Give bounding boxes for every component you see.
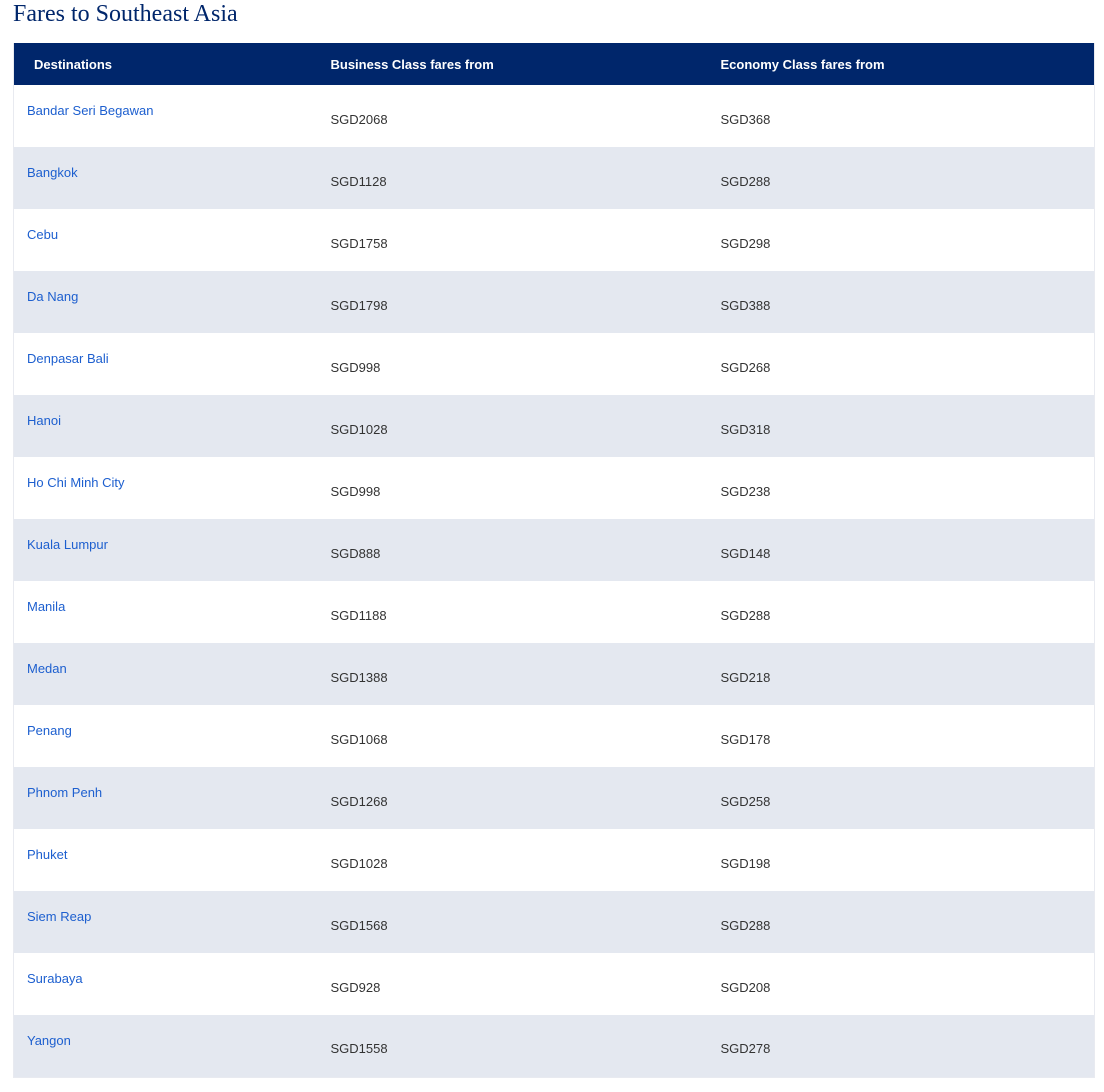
destination-cell: [14, 395, 318, 457]
destination-link[interactable]: Phnom Penh: [27, 785, 103, 800]
destination-link[interactable]: Da Nang: [27, 289, 79, 304]
table-row: [14, 767, 1095, 829]
destination-link[interactable]: Bangkok: [27, 165, 78, 180]
economy-fare-cell: SGD278: [720, 1041, 771, 1057]
destination-link[interactable]: Kuala Lumpur: [27, 537, 108, 552]
table-row: [14, 953, 1095, 1015]
business-fare-cell: SGD1758: [330, 235, 388, 251]
table-row: [14, 395, 1095, 457]
table-row: [14, 1015, 1095, 1077]
destination-link[interactable]: Bandar Seri Begawan: [27, 103, 154, 118]
economy-fare-cell: SGD268: [720, 359, 771, 375]
business-fare-cell: SGD1268: [330, 793, 388, 809]
destination-cell: [14, 705, 318, 767]
table-row: [14, 519, 1095, 581]
economy-fare-cell: SGD218: [720, 669, 771, 685]
table-row: [14, 271, 1095, 333]
destination-link[interactable]: Denpasar Bali: [27, 351, 109, 366]
destination-link[interactable]: Penang: [27, 723, 72, 738]
table-header: [14, 43, 1095, 85]
destination-cell: [14, 767, 318, 829]
destination-link[interactable]: Ho Chi Minh City: [27, 475, 125, 490]
economy-fare-cell: SGD178: [720, 731, 771, 747]
economy-fare-cell: SGD238: [720, 483, 771, 499]
economy-fare-cell: SGD258: [720, 793, 771, 809]
business-fare-cell: SGD1388: [330, 669, 388, 685]
business-fare-cell: SGD1558: [330, 1041, 388, 1057]
destination-cell: [14, 85, 318, 147]
business-fare-cell: SGD928: [330, 979, 381, 995]
header-business-class: Business Class fares from: [330, 56, 494, 72]
page-title: Fares to Southeast Asia: [13, 1, 238, 27]
destination-cell: [14, 457, 318, 519]
economy-fare-cell: SGD148: [720, 545, 771, 561]
table-row: [14, 705, 1095, 767]
business-fare-cell: SGD1128: [330, 173, 387, 189]
destination-link[interactable]: Cebu: [27, 227, 59, 242]
business-fare-cell: SGD1028: [330, 855, 388, 871]
economy-fare-cell: SGD298: [720, 235, 771, 251]
table-row: [14, 643, 1095, 705]
destination-link[interactable]: Phuket: [27, 847, 68, 862]
destination-cell: [14, 581, 318, 643]
header-economy-class: Economy Class fares from: [720, 56, 885, 72]
fares-table: [13, 43, 1095, 1078]
business-fare-cell: SGD888: [330, 545, 381, 561]
economy-fare-cell: SGD208: [720, 979, 771, 995]
economy-fare-cell: SGD388: [720, 297, 771, 313]
table-row: [14, 85, 1095, 147]
destination-cell: [14, 147, 318, 209]
table-row: [14, 891, 1095, 953]
destination-cell: [14, 333, 318, 395]
business-fare-cell: SGD1568: [330, 917, 388, 933]
destination-link[interactable]: Yangon: [27, 1033, 71, 1048]
destination-link[interactable]: Medan: [27, 661, 67, 676]
table-row: [14, 581, 1095, 643]
business-fare-cell: SGD1028: [330, 421, 388, 437]
table-row: [14, 147, 1095, 209]
destination-cell: [14, 953, 318, 1015]
destination-cell: [14, 829, 318, 891]
business-fare-cell: SGD1068: [330, 731, 388, 747]
table-row: [14, 333, 1095, 395]
economy-fare-cell: SGD198: [720, 855, 771, 871]
table-row: [14, 457, 1095, 519]
destination-link[interactable]: Surabaya: [27, 971, 83, 986]
economy-fare-cell: SGD318: [720, 421, 771, 437]
header-destinations: Destinations: [34, 56, 113, 72]
destination-link[interactable]: Manila: [27, 599, 66, 614]
destination-cell: [14, 1015, 318, 1077]
table-body: [14, 85, 1095, 1077]
destination-link[interactable]: Siem Reap: [27, 909, 92, 924]
header-row: [14, 43, 1095, 85]
table-row: [14, 209, 1095, 271]
economy-fare-cell: SGD288: [720, 173, 771, 189]
destination-cell: [14, 209, 318, 271]
destination-link[interactable]: Hanoi: [27, 413, 61, 428]
destination-cell: [14, 271, 318, 333]
economy-fare-cell: SGD368: [720, 111, 771, 127]
destination-cell: [14, 643, 318, 705]
business-fare-cell: SGD1188: [330, 607, 387, 623]
economy-fare-cell: SGD288: [720, 917, 771, 933]
business-fare-cell: SGD1798: [330, 297, 388, 313]
table-row: [14, 829, 1095, 891]
destination-cell: [14, 519, 318, 581]
business-fare-cell: SGD998: [330, 483, 381, 499]
destination-cell: [14, 891, 318, 953]
economy-fare-cell: SGD288: [720, 607, 771, 623]
business-fare-cell: SGD998: [330, 359, 381, 375]
business-fare-cell: SGD2068: [330, 111, 388, 127]
